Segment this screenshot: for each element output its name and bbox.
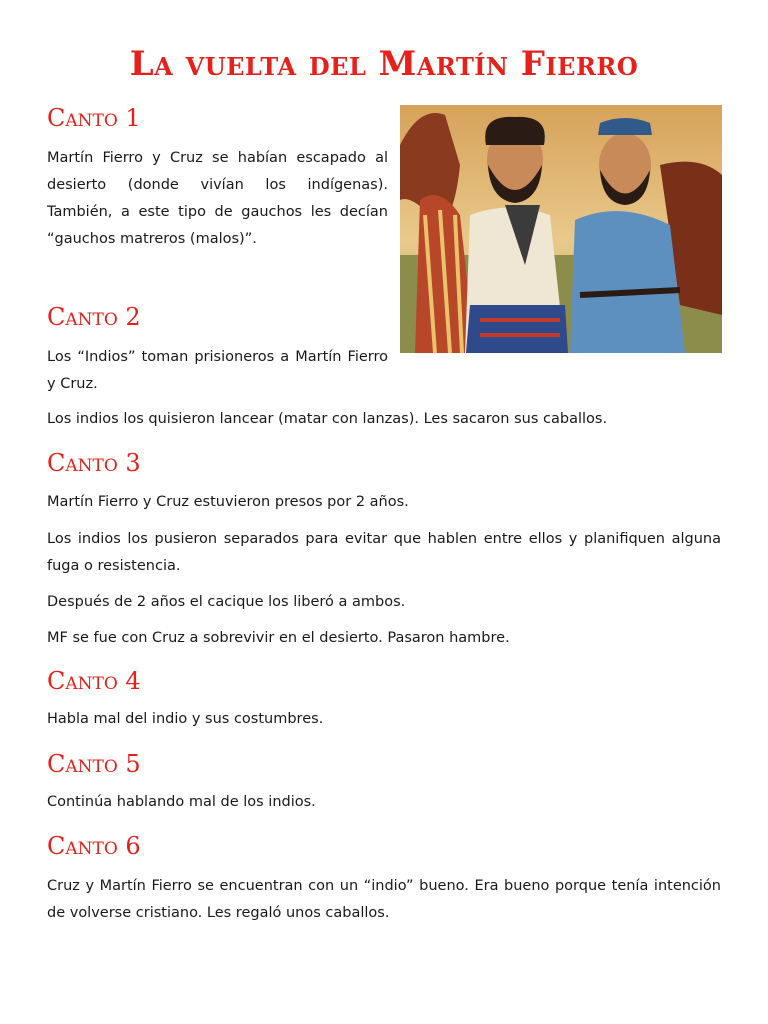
paragraph-canto-3-1: Martín Fierro y Cruz estuvieron presos por 2 años. <box>47 494 409 510</box>
section-heading-canto-4: Canto 4 <box>47 667 141 695</box>
paragraph-canto-1: Martín Fierro y Cruz se habían escapado al desierto (donde vivían los indígenas). También, a este tipo de gauchos les decían “gauchos matreros (malos)”. <box>47 150 388 247</box>
paragraph-canto-2-2: Los indios los quisieron lancear (matar con lanzas). Les sacaron sus caballos. <box>47 411 608 427</box>
paragraph-canto-4: Habla mal del indio y sus costumbres. <box>47 711 324 727</box>
gauchos-painting <box>400 105 722 353</box>
gauchos-painting-illustration <box>400 105 722 353</box>
section-heading-canto-2: Canto 2 <box>47 303 141 331</box>
paragraph-canto-2-1: Los “Indios” toman prisioneros a Martín Fierro y Cruz. <box>47 349 388 392</box>
paragraph-canto-6: Cruz y Martín Fierro se encuentran con un “indio” bueno. Era bueno porque tenía intención de volverse cristiano. Les regaló unos caballos. <box>47 878 721 921</box>
paragraph-canto-3-2: Los indios los pusieron separados para evitar que hablen entre ellos y planifiquen alguna fuga o resistencia. <box>47 531 721 574</box>
section-heading-canto-1: Canto 1 <box>47 104 141 132</box>
paragraph-canto-5: Continúa hablando mal de los indios. <box>47 794 316 810</box>
paragraph-canto-3-4: MF se fue con Cruz a sobrevivir en el desierto. Pasaron hambre. <box>47 630 510 646</box>
document-title: La vuelta del Martín Fierro <box>129 44 639 84</box>
section-heading-canto-6: Canto 6 <box>47 832 141 860</box>
section-heading-canto-3: Canto 3 <box>47 449 141 477</box>
paragraph-canto-3-3: Después de 2 años el cacique los liberó a ambos. <box>47 594 406 610</box>
section-heading-canto-5: Canto 5 <box>47 750 141 778</box>
